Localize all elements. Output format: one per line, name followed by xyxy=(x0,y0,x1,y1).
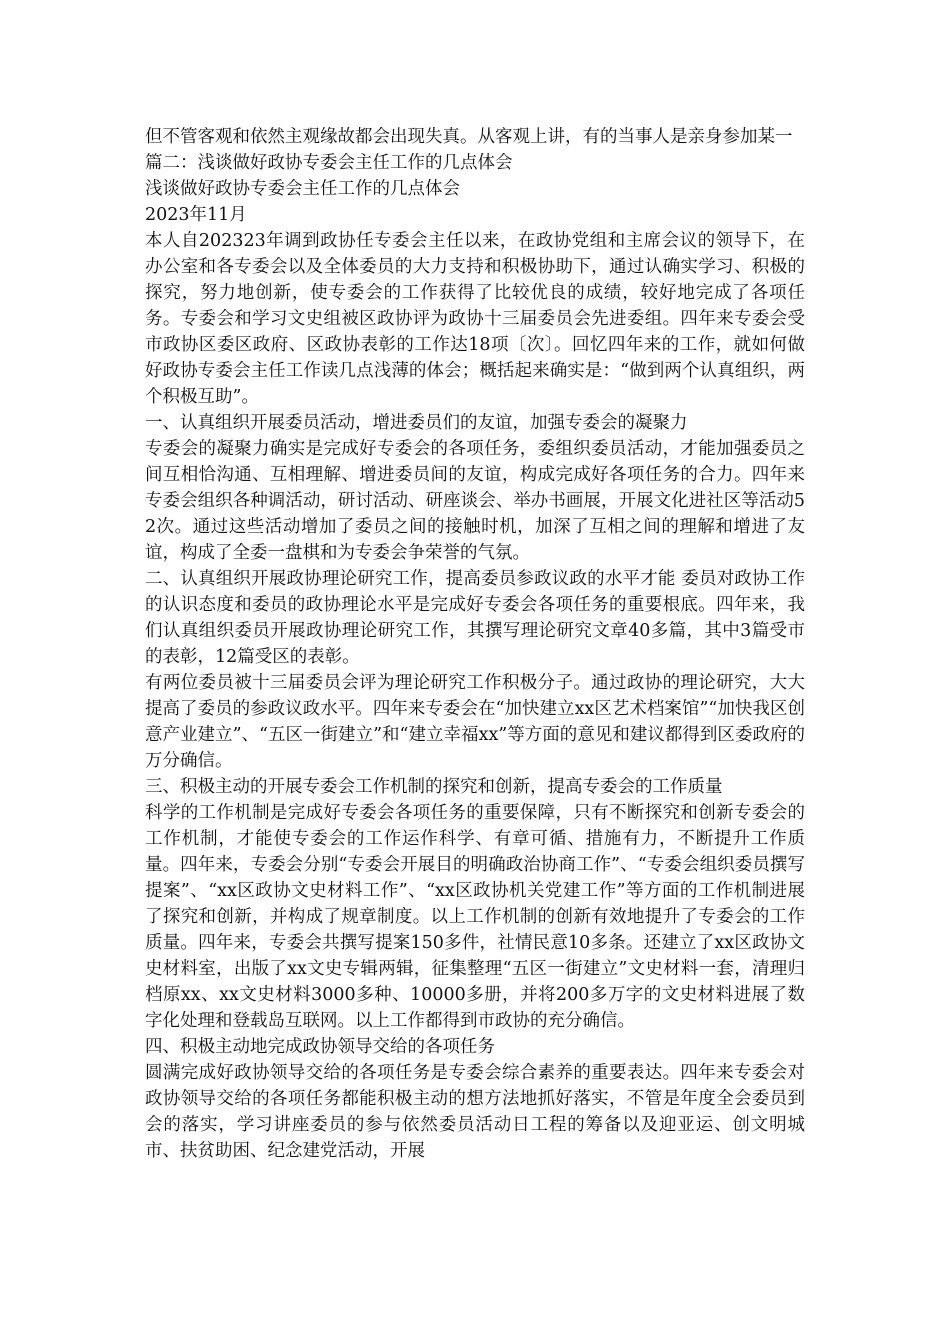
paragraph-point-4: 圆满完成好政协领导交给的各项任务是专委会综合素养的重要表达。四年来专委会对政协领导交给的各项任务都能积极主动的想方法地抓好落实，不管是年度全会委员到会的落实，学习讲座委员的参与依然委员活动日工程的筹备以及迎亚运、创文明城市、扶贫助困、纪念建党活动，开展 xyxy=(145,1063,805,1161)
paragraph-point-1: 专委会的凝聚力确实是完成好专委会的各项任务，委组织委员活动，才能加强委员之间互相恰沟通、互相理解、增进委员间的友谊，构成完成好各项任务的合力。四年来专委会组织各种调活动，研讨活动、研座谈会、举办书画展，开展文化进社区等活动52次。通过这些活动增加了委员之间的接触时机，加深了互相之间的理解和增进了友谊，构成了全委一盘棋和为专委会争荣誉的气氛。 xyxy=(145,439,805,563)
paragraph-intro: 本人自202323年调到政协任专委会主任以来，在政协党组和主席会议的领导下，在办公室和各专委会以及全体委员的大力支持和积极协助下，通过认确实学习、积极的探究，努力地创新，使专委会的工作获得了比较优良的成绩，较好地完成了各项任务。专委会和学习文史组被区政协评为政协十三届委员会先进委组。四年来专委会受市政协区委区政府、区政协表彰的工作达18项〔次〕。回忆四年来的工作，就如何做好政协专委会主任工作读几点浅薄的体会；概括起来确实是：“做到两个认真组织，两个积极互助”。 xyxy=(145,231,805,407)
article-title: 浅谈做好政协专委会主任工作的几点体会 xyxy=(145,179,460,199)
point-heading-4: 四、积极主动地完成政协领导交给的各项任务 xyxy=(145,1037,495,1057)
article-date: 2023年11月 xyxy=(145,205,247,225)
point-heading-3: 三、积极主动的开展专委会工作机制的探究和创新，提高专委会的工作质量 xyxy=(145,777,723,797)
paragraph-point-2: 二、认真组织开展政协理论研究工作，提高委员参政议政的水平才能 委员对政协工作的认识态度和委员的政协理论水平是完成好专委会各项任务的重要根底。四年来，我们认真组织委员开展政协理论研究工作，其撰写理论研究文章40多篇，其中3篇受市的表彰，12篇受区的表彰。 xyxy=(145,569,805,667)
paragraph-continuation: 但不管客观和依然主观缘故都会出现失真。从客观上讲，有的当事人是亲身参加某一 xyxy=(145,127,793,147)
document-body xyxy=(145,124,805,1164)
point-heading-1: 一、认真组织开展委员活动，增进委员们的友谊，加强专委会的凝聚力 xyxy=(145,413,688,433)
paragraph-point-3: 科学的工作机制是完成好专委会各项任务的重要保障，只有不断探究和创新专委会的工作机制，才能使专委会的工作运作科学、有章可循、措施有力，不断提升工作质量。四年来，专委会分别“专委会开展目的明确政治协商工作”、“专委会组织委员撰写提案”、“xx区政协文史材料工作”、“xx区政协机关党建工作”等方面的工作机制进展了探究和创新，并构成了规章制度。以上工作机制的创新有效地提升了专委会的工作质量。四年来，专委会共撰写提案150多件，社情民意10多条。还建立了xx区政协文史材料室，出版了xx文史专辑两辑，征集整理“五区一街建立”文史材料一套，清理归档原xx、xx文史材料3000多种、10000多册，并将200多万字的文史材料进展了数字化处理和登载岛互联网。以上工作都得到市政协的充分确信。 xyxy=(145,803,805,1031)
section-heading: 篇二：浅谈做好政协专委会主任工作的几点体会 xyxy=(145,153,513,173)
paragraph-point-2-cont: 有两位委员被十三届委员会评为理论研究工作积极分子。通过政协的理论研究，大大提高了委员的参政议政水平。四年来专委会在“加快建立xx区艺术档案馆”“加快我区创意产业建立”、“五区一街建立”和“建立幸福xx”等方面的意见和建议都得到区委政府的万分确信。 xyxy=(145,673,805,771)
